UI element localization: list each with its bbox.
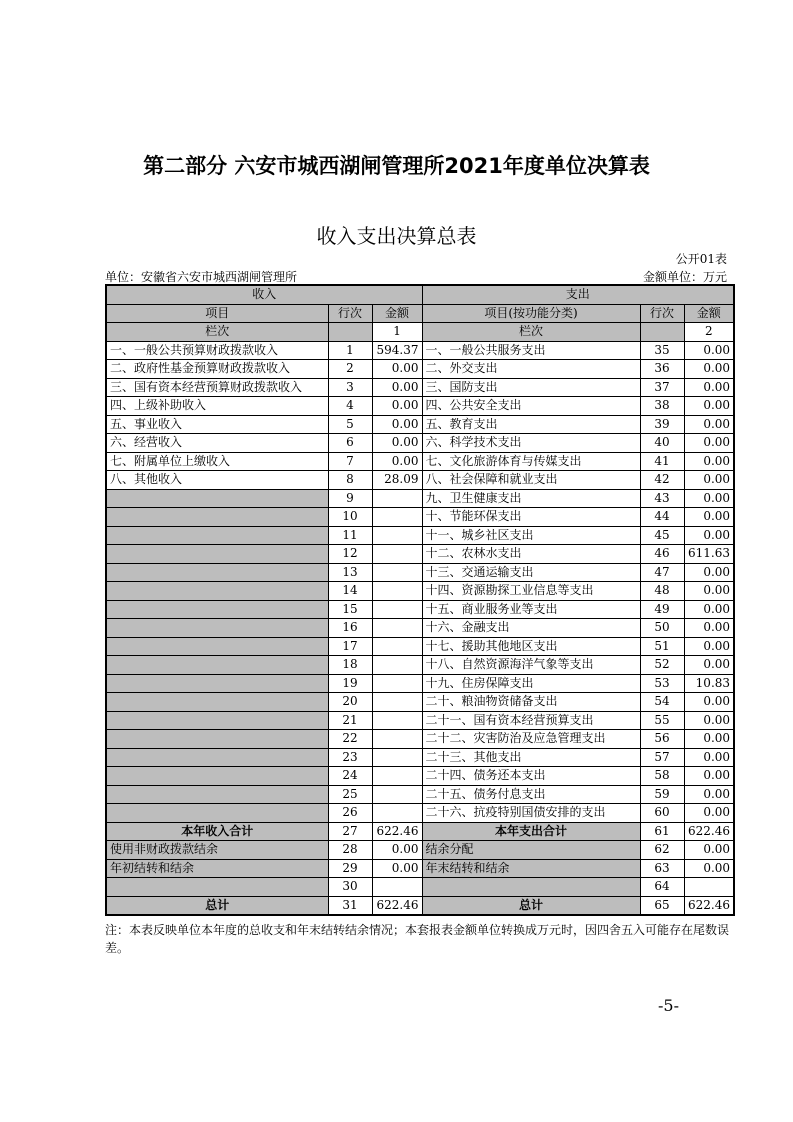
expense-row-no: 58: [640, 767, 684, 786]
income-row-no: 24: [328, 767, 372, 786]
expense-item: 十六、金融支出: [422, 619, 640, 638]
income-row-no: 23: [328, 748, 372, 767]
income-amount: 0.00: [372, 360, 422, 379]
income-row-no: 13: [328, 563, 372, 582]
expense-amount: 0.00: [684, 748, 734, 767]
expense-amount: 0.00: [684, 730, 734, 749]
expense-row-no: 38: [640, 397, 684, 416]
income-amount: 0.00: [372, 378, 422, 397]
income-item: [106, 730, 328, 749]
expense-amount: 611.63: [684, 545, 734, 564]
income-item: 四、上级补助收入: [106, 397, 328, 416]
expense-item: 十九、住房保障支出: [422, 674, 640, 693]
table-row: [106, 730, 734, 749]
income-header: 收入: [106, 285, 422, 304]
income-row-no: 22: [328, 730, 372, 749]
expense-row-no: 46: [640, 545, 684, 564]
begin-balance-no: 29: [328, 859, 372, 878]
expense-amount: 0.00: [684, 489, 734, 508]
income-row-no: 5: [328, 415, 372, 434]
income-amount: [372, 545, 422, 564]
income-row-no: 19: [328, 674, 372, 693]
table-row: [106, 785, 734, 804]
year-expense-total-no: 61: [640, 822, 684, 841]
expense-item: 九、卫生健康支出: [422, 489, 640, 508]
year-expense-total-label: 本年支出合计: [422, 822, 640, 841]
expense-row-no: 39: [640, 415, 684, 434]
expense-amount: 0.00: [684, 360, 734, 379]
income-row-no: 14: [328, 582, 372, 601]
year-income-total-label: 本年收入合计: [106, 822, 328, 841]
income-amount: [372, 804, 422, 823]
income-item: [106, 656, 328, 675]
income-amount: 0.00: [372, 452, 422, 471]
expense-row-no: 44: [640, 508, 684, 527]
amount-unit: 金额单位：万元: [642, 270, 727, 284]
table-title: 收入支出决算总表: [316, 224, 477, 248]
expense-row-no: 45: [640, 526, 684, 545]
income-item: [106, 526, 328, 545]
income-amount: 28.09: [372, 471, 422, 490]
income-amount: [372, 508, 422, 527]
income-row-no: 10: [328, 508, 372, 527]
income-amount: [372, 767, 422, 786]
nonfiscal-balance-label: 使用非财政拨款结余: [106, 841, 328, 860]
expense-item: 十四、资源勘探工业信息等支出: [422, 582, 640, 601]
expense-amount: 0.00: [684, 600, 734, 619]
expense-row-no: 60: [640, 804, 684, 823]
income-item: [106, 563, 328, 582]
expense-row-no: 41: [640, 452, 684, 471]
income-row-no: 3: [328, 378, 372, 397]
expense-amount: 0.00: [684, 711, 734, 730]
table-row: [106, 711, 734, 730]
income-item: [106, 619, 328, 638]
expense-item: 二十四、债务还本支出: [422, 767, 640, 786]
expense-item-header: 项目(按功能分类): [422, 304, 640, 323]
income-row-no: 9: [328, 489, 372, 508]
table-row: [106, 360, 734, 379]
table-row: [106, 397, 734, 416]
income-amount: [372, 600, 422, 619]
income-row-no: 18: [328, 656, 372, 675]
income-grand-total-amount: 622.46: [372, 896, 422, 915]
expense-header: 支出: [422, 285, 734, 304]
nonfiscal-balance-amount: 0.00: [372, 841, 422, 860]
expense-item: 十三、交通运输支出: [422, 563, 640, 582]
expense-item: 八、社会保障和就业支出: [422, 471, 640, 490]
header-row-columns: [106, 304, 734, 323]
expense-rowno-header: 行次: [640, 304, 684, 323]
income-item-header: 项目: [106, 304, 328, 323]
expense-item: 十五、商业服务业等支出: [422, 600, 640, 619]
begin-balance-label: 年初结转和结余: [106, 859, 328, 878]
expense-row-no: 35: [640, 341, 684, 360]
income-item: 一、一般公共预算财政拨款收入: [106, 341, 328, 360]
income-item: [106, 489, 328, 508]
header-row-group: [106, 285, 734, 304]
expense-amount: 0.00: [684, 526, 734, 545]
year-income-total-amount: 622.46: [372, 822, 422, 841]
table-row: [106, 600, 734, 619]
expense-amount: 0.00: [684, 508, 734, 527]
expense-item: 二十五、债务付息支出: [422, 785, 640, 804]
balance-distribution-label: 结余分配: [422, 841, 640, 860]
expense-rowno-blank: [640, 323, 684, 342]
header-row-column-index: [106, 323, 734, 342]
expense-row-no: 52: [640, 656, 684, 675]
expense-amount: 0.00: [684, 397, 734, 416]
expense-amount: 0.00: [684, 693, 734, 712]
income-item: [106, 693, 328, 712]
income-amount: 0.00: [372, 397, 422, 416]
table-row: [106, 748, 734, 767]
table-row: [106, 434, 734, 453]
expense-row-no: 42: [640, 471, 684, 490]
year-income-total-no: 27: [328, 822, 372, 841]
income-amount-header: 金额: [372, 304, 422, 323]
income-amount: [372, 582, 422, 601]
unit-name: 单位：安徽省六安市城西湖闸管理所: [105, 270, 298, 284]
expense-item: 十八、自然资源海洋气象等支出: [422, 656, 640, 675]
income-row-no: 26: [328, 804, 372, 823]
table-row: [106, 619, 734, 638]
expense-item: 一、一般公共服务支出: [422, 341, 640, 360]
expense-amount: 0.00: [684, 563, 734, 582]
expense-item: 十七、援助其他地区支出: [422, 637, 640, 656]
income-amount: 0.00: [372, 415, 422, 434]
end-balance-amount: 0.00: [684, 859, 734, 878]
expense-amount: 0.00: [684, 341, 734, 360]
expense-amount: 10.83: [684, 674, 734, 693]
year-expense-total-amount: 622.46: [684, 822, 734, 841]
form-code: 公开01表: [675, 252, 727, 266]
income-expense-table: [105, 284, 735, 916]
income-item: [106, 748, 328, 767]
begin-balance-amount: 0.00: [372, 859, 422, 878]
expense-row-no: 36: [640, 360, 684, 379]
income-amount: [372, 674, 422, 693]
blank-income-no: 30: [328, 878, 372, 897]
end-balance-no: 63: [640, 859, 684, 878]
blank-expense-amount: [684, 878, 734, 897]
expense-amount: 0.00: [684, 471, 734, 490]
table-row: [106, 582, 734, 601]
expense-amount: 0.00: [684, 415, 734, 434]
balance-row-1: [106, 841, 734, 860]
table-row: [106, 656, 734, 675]
income-amount: [372, 489, 422, 508]
expense-row-no: 59: [640, 785, 684, 804]
blank-income-amount: [372, 878, 422, 897]
table-row: [106, 767, 734, 786]
end-balance-label: 年末结转和结余: [422, 859, 640, 878]
expense-amount: 0.00: [684, 434, 734, 453]
expense-amount: 0.00: [684, 637, 734, 656]
income-amount: [372, 526, 422, 545]
blank-income-item: [106, 878, 328, 897]
expense-row-no: 50: [640, 619, 684, 638]
expense-item: 二十一、国有资本经营预算支出: [422, 711, 640, 730]
income-amount: [372, 563, 422, 582]
table-row: [106, 526, 734, 545]
income-row-no: 21: [328, 711, 372, 730]
expense-item: 三、国防支出: [422, 378, 640, 397]
expense-item: 十、节能环保支出: [422, 508, 640, 527]
income-amount: [372, 637, 422, 656]
expense-item: 七、文化旅游体育与传媒支出: [422, 452, 640, 471]
page-number: -5-: [658, 996, 679, 1015]
income-amount: [372, 693, 422, 712]
income-row-no: 17: [328, 637, 372, 656]
table-row: [106, 452, 734, 471]
expense-amount: 0.00: [684, 378, 734, 397]
expense-amount: 0.00: [684, 767, 734, 786]
expense-amount-header: 金额: [684, 304, 734, 323]
expense-col-index: 2: [684, 323, 734, 342]
income-item: 二、政府性基金预算财政拨款收入: [106, 360, 328, 379]
expense-grand-total-no: 65: [640, 896, 684, 915]
expense-row-no: 37: [640, 378, 684, 397]
expense-row-no: 53: [640, 674, 684, 693]
income-row-no: 6: [328, 434, 372, 453]
table-row: [106, 415, 734, 434]
expense-grand-total-amount: 622.46: [684, 896, 734, 915]
income-row-no: 11: [328, 526, 372, 545]
table-row: [106, 489, 734, 508]
income-item: [106, 600, 328, 619]
income-amount: 594.37: [372, 341, 422, 360]
expense-row-no: 54: [640, 693, 684, 712]
table-row: [106, 378, 734, 397]
expense-amount: 0.00: [684, 582, 734, 601]
income-amount: [372, 656, 422, 675]
nonfiscal-balance-no: 28: [328, 841, 372, 860]
income-item: 三、国有资本经营预算财政拨款收入: [106, 378, 328, 397]
income-item: [106, 508, 328, 527]
income-rowno-header: 行次: [328, 304, 372, 323]
income-item: 六、经营收入: [106, 434, 328, 453]
income-amount: [372, 785, 422, 804]
expense-item: 六、科学技术支出: [422, 434, 640, 453]
expense-amount: 0.00: [684, 785, 734, 804]
expense-item: 十一、城乡社区支出: [422, 526, 640, 545]
expense-row-no: 47: [640, 563, 684, 582]
expense-item: 二十六、抗疫特别国债安排的支出: [422, 804, 640, 823]
income-item: [106, 674, 328, 693]
year-total-row: [106, 822, 734, 841]
income-item: [106, 785, 328, 804]
footnote: 注：本表反映单位本年度的总收支和年末结转结余情况；本套报表金额单位转换成万元时，因四舍五入可能存在尾数误差。: [105, 923, 730, 955]
table-row: [106, 563, 734, 582]
income-item: [106, 767, 328, 786]
income-item: [106, 804, 328, 823]
table-row: [106, 637, 734, 656]
expense-row-no: 57: [640, 748, 684, 767]
page-title: 第二部分 六安市城西湖闸管理所2021年度单位决算表: [143, 154, 650, 178]
income-item: 七、附属单位上缴收入: [106, 452, 328, 471]
income-grand-total-label: 总计: [106, 896, 328, 915]
income-item: [106, 582, 328, 601]
income-item: [106, 637, 328, 656]
table-row: [106, 545, 734, 564]
expense-amount: 0.00: [684, 656, 734, 675]
income-row-no: 20: [328, 693, 372, 712]
balance-distribution-amount: 0.00: [684, 841, 734, 860]
expense-amount: 0.00: [684, 619, 734, 638]
income-amount: [372, 711, 422, 730]
table-row: [106, 508, 734, 527]
income-item: 五、事业收入: [106, 415, 328, 434]
expense-row-no: 51: [640, 637, 684, 656]
blank-expense-item: [422, 878, 640, 897]
table-row: [106, 674, 734, 693]
grand-total-row: [106, 896, 734, 915]
expense-item: 二十、粮油物资储备支出: [422, 693, 640, 712]
income-row-no: 4: [328, 397, 372, 416]
income-amount: [372, 619, 422, 638]
income-grand-total-no: 31: [328, 896, 372, 915]
income-amount: 0.00: [372, 434, 422, 453]
expense-item: 十二、农林水支出: [422, 545, 640, 564]
table-row: [106, 471, 734, 490]
income-row-no: 7: [328, 452, 372, 471]
expense-item: 二、外交支出: [422, 360, 640, 379]
expense-grand-total-label: 总计: [422, 896, 640, 915]
income-item: [106, 711, 328, 730]
balance-distribution-no: 62: [640, 841, 684, 860]
income-amount: [372, 730, 422, 749]
expense-amount: 0.00: [684, 804, 734, 823]
blank-row: [106, 878, 734, 897]
income-item: [106, 545, 328, 564]
expense-row-no: 43: [640, 489, 684, 508]
balance-row-2: [106, 859, 734, 878]
income-rowno-blank: [328, 323, 372, 342]
income-row-no: 2: [328, 360, 372, 379]
income-row-no: 8: [328, 471, 372, 490]
expense-row-no: 48: [640, 582, 684, 601]
expense-row-no: 55: [640, 711, 684, 730]
income-amount: [372, 748, 422, 767]
expense-item: 二十二、灾害防治及应急管理支出: [422, 730, 640, 749]
income-col-index: 1: [372, 323, 422, 342]
income-row-no: 1: [328, 341, 372, 360]
table-row: [106, 693, 734, 712]
expense-row-no: 56: [640, 730, 684, 749]
expense-row-no: 49: [640, 600, 684, 619]
income-row-no: 12: [328, 545, 372, 564]
expense-item: 二十三、其他支出: [422, 748, 640, 767]
income-row-no: 25: [328, 785, 372, 804]
table-row: [106, 341, 734, 360]
income-row-no: 16: [328, 619, 372, 638]
expense-item: 五、教育支出: [422, 415, 640, 434]
expense-column-label: 栏次: [422, 323, 640, 342]
expense-item: 四、公共安全支出: [422, 397, 640, 416]
table-row: [106, 804, 734, 823]
expense-amount: 0.00: [684, 452, 734, 471]
income-column-label: 栏次: [106, 323, 328, 342]
expense-row-no: 40: [640, 434, 684, 453]
income-row-no: 15: [328, 600, 372, 619]
income-item: 八、其他收入: [106, 471, 328, 490]
blank-expense-no: 64: [640, 878, 684, 897]
